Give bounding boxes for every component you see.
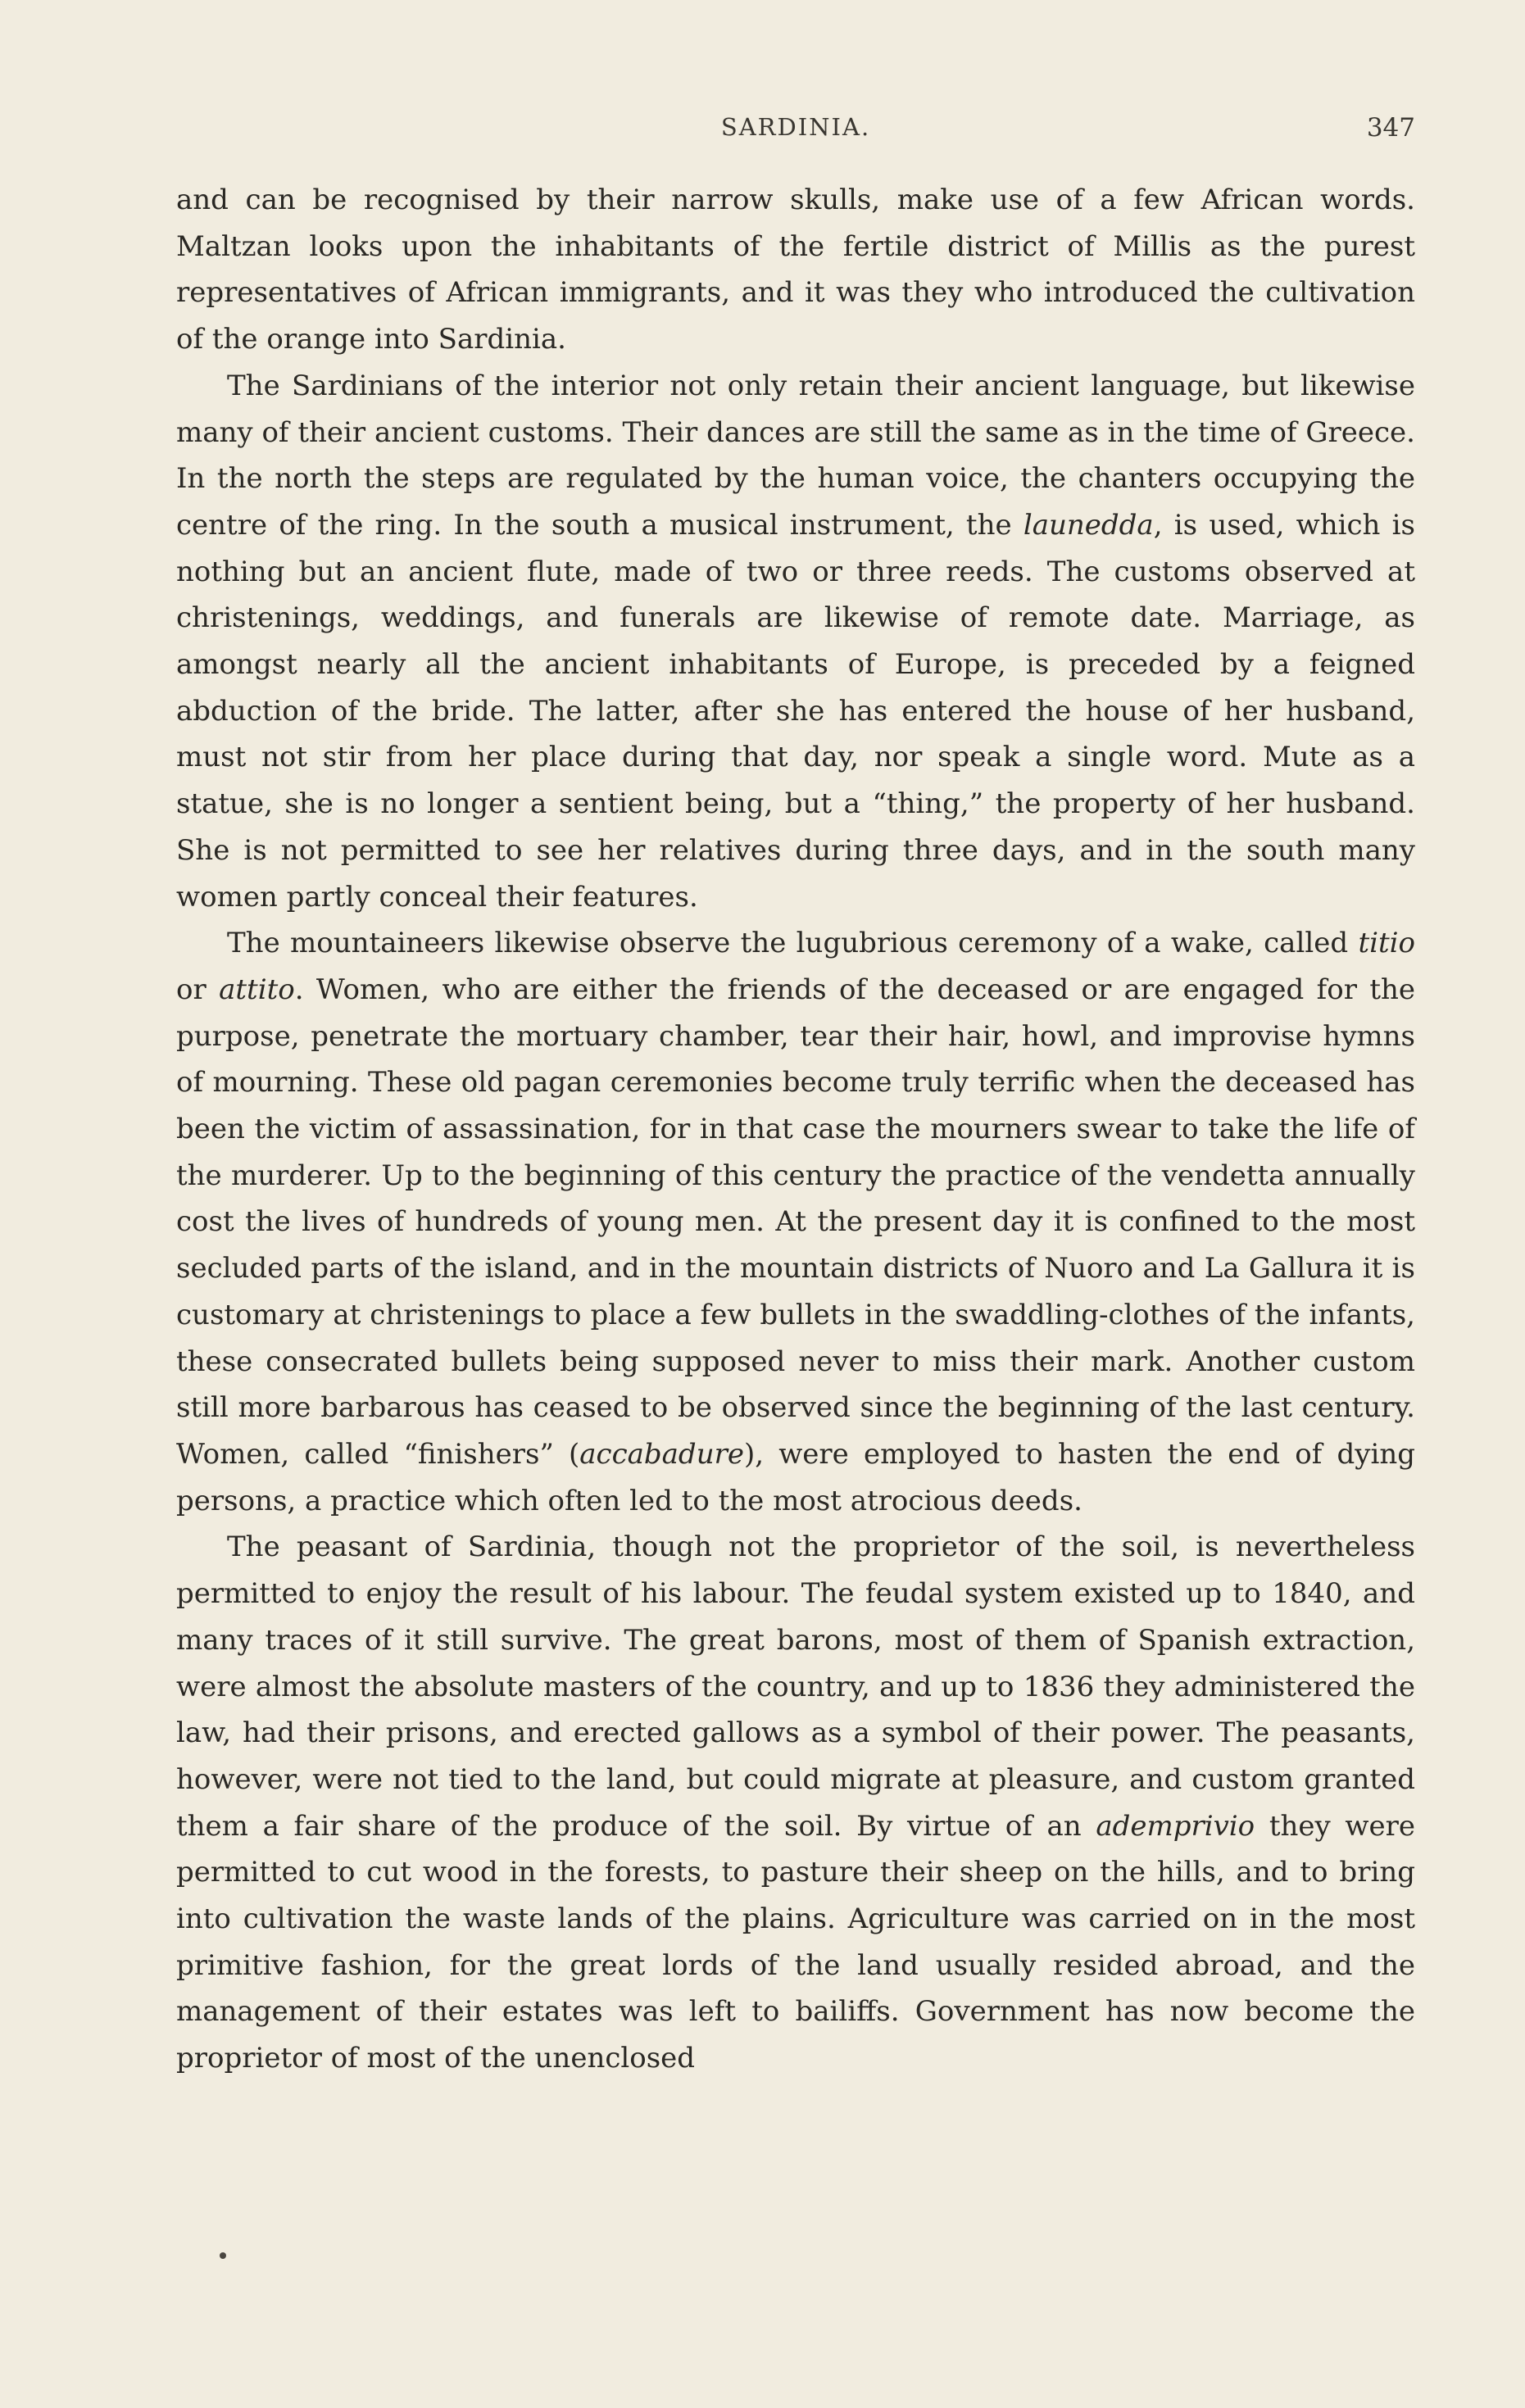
page-header — [176, 113, 1415, 154]
paragraph-4-text-b: they were permitted to cut wood in the forests, to pasture their sheep on the hills, and to bring into cultivation the waste lands of the plains. Agriculture was carried on in the most primitive fashion, for the great lords of the land usually resided abroad, and the management of their estates was left to bailiffs. Government has now become the proprietor of most of the unenclosed — [176, 1809, 1415, 2075]
page-number: 347 — [1366, 113, 1415, 143]
paragraph-2-text-a: The Sardinians of the interior not only retain their ancient language, but likewise many of their ancient customs. Their dances are still the same as in the time of Greece. In the north the steps are regulated by the human voice, the chanters occupying the centre of the ring. In the south a musical instrument, the — [176, 369, 1415, 542]
paragraph-4 — [176, 1524, 1415, 2081]
term-attito: attito — [219, 973, 295, 1006]
term-titio: titio — [1358, 927, 1415, 960]
paragraph-1 — [176, 177, 1415, 363]
paragraph-3 — [176, 920, 1415, 1524]
term-ademprivio: ademprivio — [1096, 1809, 1255, 1843]
paragraph-3-text-b: . Women, who are either the friends of the deceased or are engaged for the purpose, penetrate the mortuary chamber, tear their hair, howl, and improvise hymns of mourning. These old pagan ceremonies become truly terrific when the deceased has been the victim of assassination, for in that case the mourners swear to take the life of the murderer. Up to the beginning of this century the practice of the vendetta annually cost the lives of hundreds of young men. At the present day it is confined to the most secluded parts of the island, and in the mountain districts of Nuoro and La Gallura it is customary at christenings to place a few bullets in the swaddling-clothes of the infants, these consecrated bullets being supposed never to miss their mark. Another custom still more barbarous has ceased to be observed since the beginning of the last century. Women, called “finishers” ( — [176, 973, 1416, 1471]
paragraph-3-or: or — [176, 973, 220, 1006]
paragraph-2 — [176, 363, 1415, 920]
term-accabadure: accabadure — [579, 1437, 744, 1471]
paragraph-1-text: and can be recognised by their narrow skulls, make use of a few African words. Maltzan looks upon the inhabitants of the fertile district of Millis as the purest representatives of African immigrants, and it was they who introduced the cultivation of the orange into Sardinia. — [176, 184, 1415, 356]
paragraph-3-text-a: The mountaineers likewise observe the lugubrious ceremony of a wake, called — [227, 927, 1359, 960]
term-launedda: launedda — [1023, 508, 1154, 542]
ink-speck — [220, 2252, 226, 2259]
paragraph-3-text-c: ), were employed to hasten the end of dying persons, a practice which often led to the most atrocious deeds. — [176, 1437, 1415, 1517]
paragraph-4-text-a: The peasant of Sardinia, though not the proprietor of the soil, is nevertheless permitted to enjoy the result of his labour. The feudal system existed up to 1840, and many traces of it still survive. The great barons, most of them of Spanish extraction, were almost the absolute masters of the country, and up to 1836 they administered the law, had their prisons, and erected gallows as a symbol of their power. The peasants, however, were not tied to the land, but could migrate at pleasure, and custom granted them a fair share of the produce of the soil. By virtue of an — [176, 1531, 1415, 1843]
running-title: SARDINIA. — [720, 113, 871, 141]
body-text — [176, 177, 1415, 2082]
paragraph-2-text-b: , is used, which is nothing but an ancient flute, made of two or three reeds. The customs observed at christenings, weddings, and funerals are likewise of remote date. Marriage, as amongst nearly all the ancient inhabitants of Europe, is preceded by a feigned abduction of the bride. The latter, after she has entered the house of her husband, must not stir from her place during that day, nor speak a single word. Mute as a statue, she is no longer a sentient being, but a “thing,” the property of her husband. She is not permitted to see her relatives during three days, and in the south many women partly conceal their features. — [176, 508, 1415, 914]
